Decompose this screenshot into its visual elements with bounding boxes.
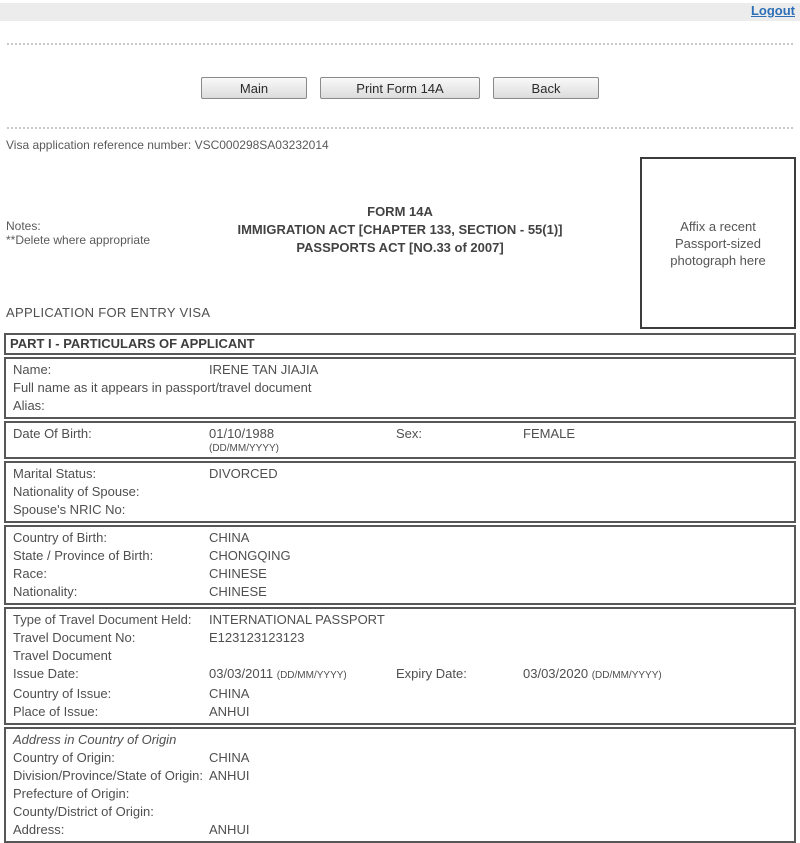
county-of-origin-label: County/District of Origin: [13,804,154,819]
spouse-nationality-value [209,483,794,501]
race-label: Race: [13,566,47,581]
birth-section [4,525,796,605]
name-row [13,361,794,379]
country-of-birth-label: Country of Birth: [13,530,107,545]
travel-doc-line: Travel Document [13,648,112,663]
nationality-row [13,583,794,601]
country-of-issue-label: Country of Issue: [13,686,112,701]
marital-status-label: Marital Status: [13,466,97,481]
visa-reference-value: VSC000298SA03232014 [194,138,329,152]
expiry-date-value: 03/03/2020 (DD/MM/YYYY) [523,666,662,681]
alias-label: Alias: [13,398,45,413]
nationality-value: CHINESE [209,584,267,599]
name-label: Name: [13,362,52,377]
origin-heading-row [13,731,794,749]
origin-address-label: Address: [13,822,65,837]
part1-header: PART I - PARTICULARS OF APPLICANT [4,333,796,355]
country-of-birth-row [13,529,794,547]
spouse-nationality-row [13,483,794,501]
photo-placeholder-text: Affix a recent Passport-sized photograph here [670,218,766,268]
issue-date-label: Issue Date: [13,666,79,681]
county-of-origin-row [13,803,794,821]
travel-doc-no-row [13,629,794,647]
dob-format-row [13,443,794,455]
travel-doc-line-row [13,647,794,665]
place-of-issue-value: ANHUI [209,704,250,719]
photo-placeholder-box [640,157,796,329]
state-of-birth-row [13,547,794,565]
notes-line1: Notes: [6,219,41,233]
issue-date-format: (DD/MM/YYYY) [276,670,347,681]
visa-reference-line [6,138,329,152]
dob-format: (DD/MM/YYYY) [209,443,279,454]
division-of-origin-value: ANHUI [209,768,250,783]
state-of-birth-label: State / Province of Birth: [13,548,154,563]
name-hint: Full name as it appears in passport/travel document [13,380,312,395]
dob-value: 01/10/1988 [209,426,275,441]
place-of-issue-row [13,703,794,721]
prefecture-of-origin-label: Prefecture of Origin: [13,786,130,801]
expiry-date-label: Expiry Date: [396,666,467,681]
origin-address-row [13,821,794,839]
travel-doc-type-value: INTERNATIONAL PASSPORT [209,612,385,627]
country-of-origin-value: CHINA [209,750,250,765]
application-title: APPLICATION FOR ENTRY VISA [6,305,211,320]
prefecture-of-origin-row [13,785,794,803]
sex-label: Sex: [396,426,423,441]
country-of-birth-value: CHINA [209,530,250,545]
race-row [13,565,794,583]
notes-line2: **Delete where appropriate [6,233,151,247]
print-form-button[interactable]: Print Form 14A [320,77,480,99]
top-bar [0,3,800,21]
issue-expiry-row [13,665,794,685]
main-button[interactable]: Main [201,77,307,99]
race-value: CHINESE [209,566,267,581]
visa-reference-label: Visa application reference number: [6,138,192,152]
sex-value: FEMALE [523,426,576,441]
dotted-divider-top [7,43,793,45]
back-button[interactable]: Back [493,77,599,99]
travel-doc-no-label: Travel Document No: [13,630,136,645]
travel-doc-type-label: Type of Travel Document Held: [13,612,192,627]
expiry-date-format: (DD/MM/YYYY) [591,670,662,681]
travel-doc-no-value: E123123123123 [209,630,305,645]
county-of-origin-value [209,803,794,821]
place-of-issue-label: Place of Issue: [13,704,99,719]
dob-label: Date Of Birth: [13,426,92,441]
spouse-nric-row [13,501,794,519]
division-of-origin-label: Division/Province/State of Origin: [13,768,204,783]
form-title-line1: FORM 14A [367,204,433,219]
form-title-line3: PASSPORTS ACT [NO.33 of 2007] [296,240,504,255]
marital-section [4,461,796,523]
country-of-issue-value: CHINA [209,686,250,701]
state-of-birth-value: CHONGQING [209,548,291,563]
marital-status-row [13,465,794,483]
part1-table [4,333,796,843]
issue-date-value: 03/03/2011 (DD/MM/YYYY) [209,666,347,681]
name-hint-row [13,379,794,397]
spouse-nationality-label: Nationality of Spouse: [13,484,140,499]
origin-address-section [4,727,796,843]
notes-block [6,219,150,247]
prefecture-of-origin-value [209,785,794,803]
marital-status-value: DIVORCED [209,466,278,481]
dob-row [13,425,794,443]
origin-heading: Address in Country of Origin [13,732,177,747]
country-of-origin-row [13,749,794,767]
dob-sex-section [4,421,796,459]
origin-address-value: ANHUI [209,822,250,837]
country-of-origin-label: Country of Origin: [13,750,115,765]
name-value: IRENE TAN JIAJIA [209,362,319,377]
country-of-issue-row [13,685,794,703]
spouse-nric-value [209,501,794,519]
dotted-divider-mid [7,127,793,129]
form-header-zone [0,157,800,332]
toolbar [0,77,800,99]
alias-row [13,397,794,415]
nationality-label: Nationality: [13,584,78,599]
division-of-origin-row [13,767,794,785]
alias-value [209,397,794,415]
spouse-nric-label: Spouse's NRIC No: [13,502,126,517]
travel-document-section [4,607,796,725]
name-section [4,357,796,419]
form-title-line2: IMMIGRATION ACT [CHAPTER 133, SECTION - 55(1)] [237,222,563,237]
travel-doc-type-row [13,611,794,629]
logout-link[interactable]: Logout [750,3,795,18]
